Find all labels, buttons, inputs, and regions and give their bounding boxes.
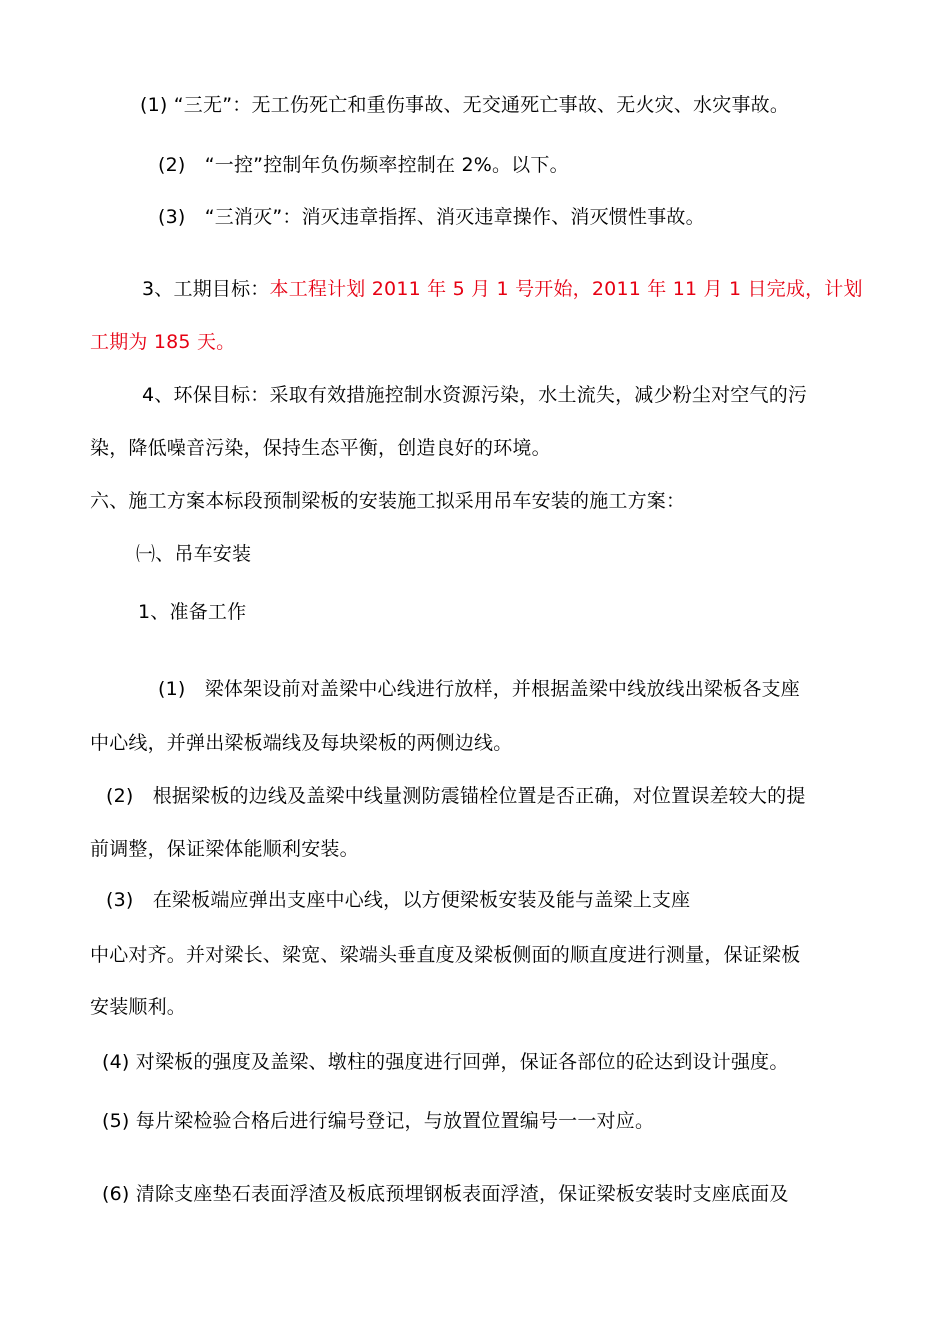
prep-item-6: (6) 清除支座垫石表面浮渣及板底预埋钢板表面浮渣，保证梁板安装时支座底面及 [102,1183,789,1205]
schedule-goal-continuation: 工期为 185 天。 [90,331,236,353]
subsection-heading-crane-install: ㈠、吊车安装 [136,543,252,565]
prep-item-5: (5) 每片梁检验合格后进行编号登记，与放置位置编号一一对应。 [102,1110,655,1132]
prep-item-3-continuation-1: 中心对齐。并对梁长、梁宽、梁端头垂直度及梁板侧面的顺直度进行测量，保证梁板 [90,944,801,966]
goal-item-1: (1) “三无”：无工伤死亡和重伤事故、无交通死亡事故、无火灾、水灾事故。 [140,94,790,116]
environment-goal-continuation: 染，降低噪音污染，保持生态平衡，创造良好的环境。 [90,437,551,459]
goal-item-2: (2) “一控”控制年负伤频率控制在 2%。以下。 [158,154,569,176]
prep-item-3-continuation-2: 安装顺利。 [90,996,187,1018]
prep-item-4: (4) 对梁板的强度及盖梁、墩柱的强度进行回弹，保证各部位的砼达到设计强度。 [102,1051,789,1073]
prep-item-2: (2) 根据梁板的边线及盖梁中线量测防震锚栓位置是否正确，对位置误差较大的提 [106,785,806,807]
goal-item-3: (3) “三消灭”：消灭违章指挥、消灭违章操作、消灭惯性事故。 [158,206,705,228]
prep-item-1-continuation: 中心线，并弹出梁板端线及每块梁板的两侧边线。 [90,732,513,754]
subsection-heading-preparation: 1、准备工作 [138,601,247,623]
prep-item-3: (3) 在梁板端应弹出支座中心线，以方便梁板安装及能与盖梁上支座 [106,889,691,911]
prep-item-1: (1) 梁体架设前对盖梁中心线进行放样，并根据盖梁中线放线出梁板各支座 [158,678,800,700]
prep-item-2-continuation: 前调整，保证梁体能顺利安装。 [90,838,359,860]
schedule-goal-label: 3、工期目标： [142,278,270,300]
schedule-goal-line [142,276,863,302]
schedule-goal-text: 本工程计划 2011 年 5 月 1 号开始，2011 年 11 月 1 日完成，计划 [269,278,863,300]
section-heading-construction-plan: 六、施工方案本标段预制梁板的安装施工拟采用吊车安装的施工方案： [90,490,686,512]
environment-goal-line: 4、环保目标：采取有效措施控制水资源污染，水土流失，减少粉尘对空气的污 [142,384,808,406]
